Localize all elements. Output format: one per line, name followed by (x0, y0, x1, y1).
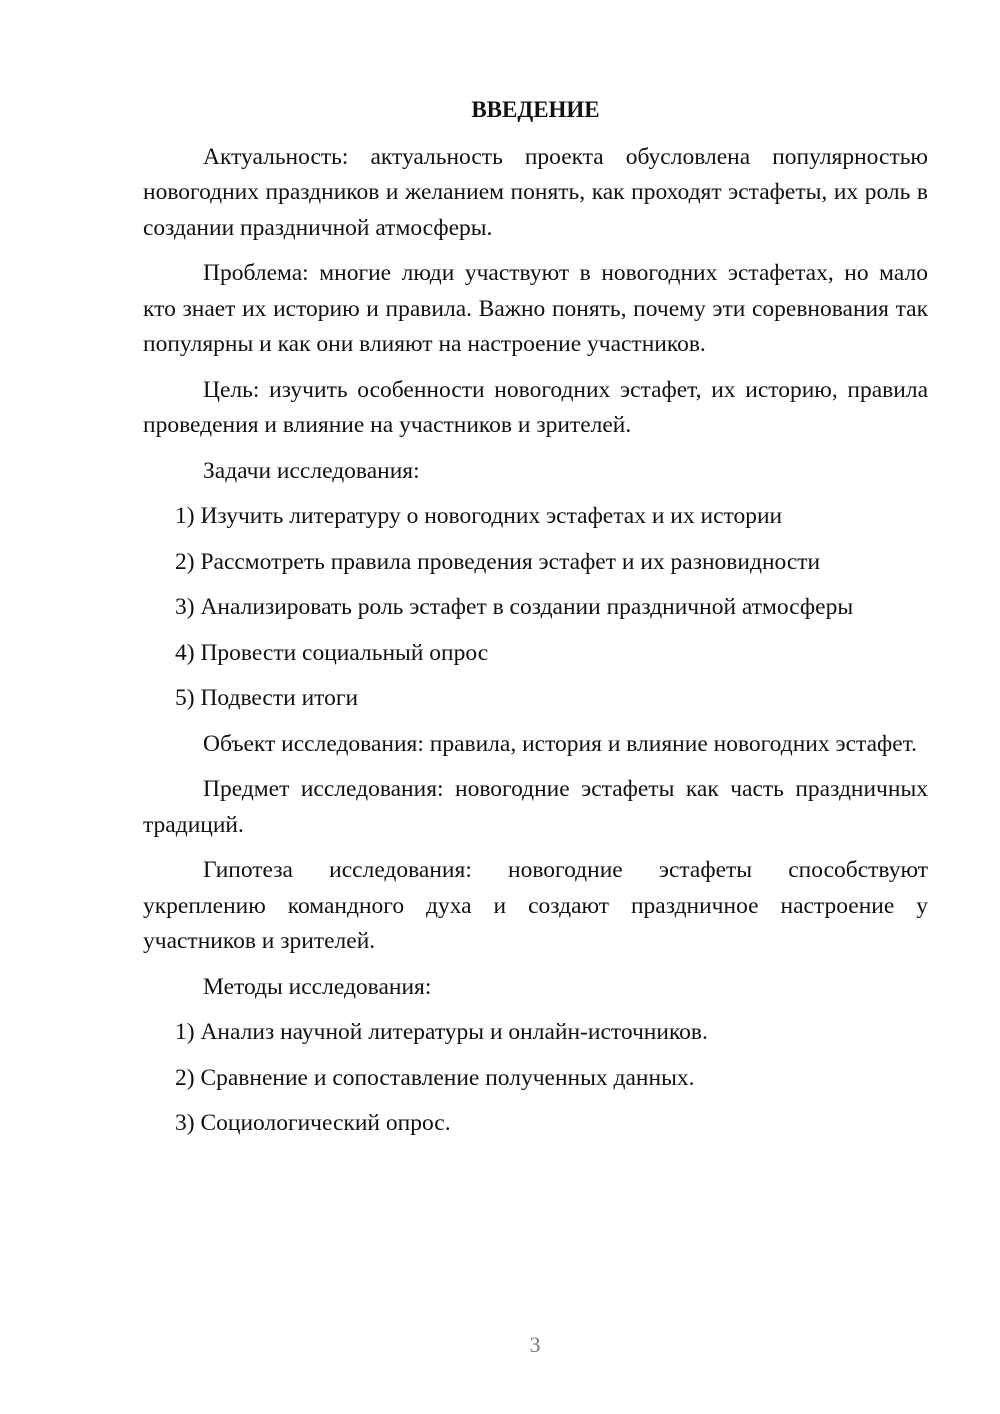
methods-title: Методы исследования: (203, 973, 432, 1000)
section-heading: ВВЕДЕНИЕ (471, 97, 600, 122)
document-page (143, 92, 928, 1152)
goal-paragraph: Цель: изучить особенности новогодних эстафет, их историю, правила проведения и влияние на участников и зрителей. (143, 376, 928, 438)
relevance-paragraph: Актуальность: актуальность проекта обусловлена популярностью новогодних праздников и желанием понять, как проходят эстафеты, их роль в создании праздничной атмосферы. (143, 143, 928, 241)
method-item: 2) Сравнение и сопоставление полученных данных. (175, 1064, 695, 1091)
task-item: 4) Провести социальный опрос (175, 639, 489, 666)
method-item: 1) Анализ научной литературы и онлайн-источников. (175, 1019, 708, 1045)
task-item: 1) Изучить литературу о новогодних эстафетах и их истории (175, 503, 783, 529)
subject-paragraph: Предмет исследования: новогодние эстафеты как часть праздничных традиций. (143, 776, 928, 838)
object-paragraph: Объект исследования: правила, история и влияние новогодних эстафет. (203, 730, 918, 757)
task-item: 5) Подвести итоги (175, 685, 359, 711)
problem-paragraph: Проблема: многие люди участвуют в новогодних эстафетах, но мало кто знает их историю и правила. Важно понять, почему эти соревнования так популярны и как они влияют на настроение участников. (143, 260, 928, 357)
method-item: 3) Социологический опрос. (175, 1110, 451, 1136)
task-item: 2) Рассмотреть правила проведения эстафет и их разновидности (175, 548, 821, 575)
tasks-title: Задачи исследования: (203, 457, 420, 484)
methods-list (143, 1015, 928, 1142)
tasks-list (143, 499, 928, 717)
page-number: 3 (529, 1332, 541, 1357)
task-item: 3) Анализировать роль эстафет в создании праздничной атмосферы (175, 594, 854, 620)
hypothesis-paragraph: Гипотеза исследования: новогодние эстафеты способствуют укреплению командного духа и создают праздничное настроение у участников и зрителей. (143, 857, 928, 954)
